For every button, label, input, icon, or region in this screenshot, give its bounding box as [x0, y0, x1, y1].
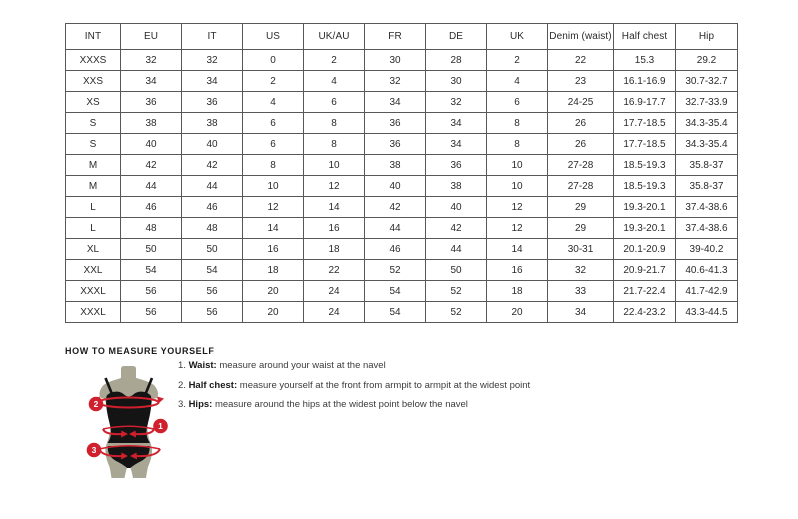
table-cell: 0 — [243, 50, 304, 71]
column-header: EU — [121, 24, 182, 50]
table-cell: 54 — [365, 281, 426, 302]
table-cell: 8 — [487, 113, 548, 134]
table-cell: 34.3-35.4 — [676, 134, 738, 155]
table-cell: 44 — [426, 239, 487, 260]
table-cell: 56 — [182, 281, 243, 302]
table-row — [66, 50, 738, 71]
table-cell: 10 — [304, 155, 365, 176]
table-row — [66, 197, 738, 218]
column-header: UK — [487, 24, 548, 50]
table-cell: 22 — [548, 50, 614, 71]
table-cell: S — [66, 134, 121, 155]
table-cell: 42 — [365, 197, 426, 218]
table-cell: 6 — [243, 113, 304, 134]
table-cell: 8 — [304, 134, 365, 155]
table-cell: 4 — [304, 71, 365, 92]
table-cell: 36 — [121, 92, 182, 113]
table-row — [66, 134, 738, 155]
figure-marker-label: 2 — [93, 399, 99, 409]
table-cell: 23 — [548, 71, 614, 92]
size-chart-table — [65, 23, 738, 323]
table-cell: 52 — [426, 281, 487, 302]
table-cell: 46 — [182, 197, 243, 218]
step-label: Hips: — [188, 399, 213, 410]
table-cell: 50 — [426, 260, 487, 281]
measure-guide-title: HOW TO MEASURE YOURSELF — [65, 346, 215, 356]
table-row — [66, 302, 738, 323]
table-cell: 40 — [121, 134, 182, 155]
table-header-row — [66, 24, 738, 50]
column-header: FR — [365, 24, 426, 50]
figure-marker-half-chest — [89, 397, 104, 412]
table-cell: 29 — [548, 218, 614, 239]
table-cell: 35.8-37 — [676, 155, 738, 176]
table-cell: 8 — [487, 134, 548, 155]
table-cell: 4 — [487, 71, 548, 92]
table-cell: 50 — [121, 239, 182, 260]
step-label: Waist: — [188, 360, 217, 371]
table-cell: 48 — [121, 218, 182, 239]
table-cell: 36 — [426, 155, 487, 176]
column-header: Denim (waist) — [548, 24, 614, 50]
table-cell: 20.9-21.7 — [614, 260, 676, 281]
table-cell: 37.4-38.6 — [676, 197, 738, 218]
table-cell: 32.7-33.9 — [676, 92, 738, 113]
table-cell: 2 — [487, 50, 548, 71]
step-text: measure around the hips at the widest point below the navel — [212, 399, 468, 410]
table-cell: 18 — [304, 239, 365, 260]
column-header: Half chest — [614, 24, 676, 50]
table-cell: 29.2 — [676, 50, 738, 71]
measure-step — [178, 399, 530, 410]
figure-marker-waist — [153, 419, 168, 434]
table-cell: 43.3-44.5 — [676, 302, 738, 323]
table-cell: 27-28 — [548, 155, 614, 176]
table-cell: 52 — [365, 260, 426, 281]
table-cell: 38 — [426, 176, 487, 197]
table-cell: 46 — [365, 239, 426, 260]
table-cell: 12 — [487, 218, 548, 239]
table-cell: 14 — [243, 218, 304, 239]
table-cell: 27-28 — [548, 176, 614, 197]
table-cell: 30 — [426, 71, 487, 92]
table-cell: 16 — [304, 218, 365, 239]
step-number: 2. — [178, 379, 189, 391]
table-row — [66, 281, 738, 302]
table-row — [66, 218, 738, 239]
table-cell: 34 — [365, 92, 426, 113]
table-cell: 54 — [121, 260, 182, 281]
table-cell: 20 — [243, 281, 304, 302]
table-cell: 10 — [243, 176, 304, 197]
table-cell: 40 — [426, 197, 487, 218]
table-cell: 34 — [426, 113, 487, 134]
table-cell: 18 — [487, 281, 548, 302]
table-row — [66, 176, 738, 197]
table-cell: XL — [66, 239, 121, 260]
table-row — [66, 71, 738, 92]
table-cell: 12 — [243, 197, 304, 218]
table-cell: 36 — [365, 113, 426, 134]
figure-marker-hips — [87, 443, 102, 458]
table-cell: 6 — [243, 134, 304, 155]
measure-steps — [178, 360, 530, 419]
table-cell: 19.3-20.1 — [614, 218, 676, 239]
table-cell: 17.7-18.5 — [614, 134, 676, 155]
table-cell: XXXS — [66, 50, 121, 71]
table-cell: 50 — [182, 239, 243, 260]
table-cell: 39-40.2 — [676, 239, 738, 260]
column-header: Hip — [676, 24, 738, 50]
table-cell: 42 — [182, 155, 243, 176]
table-cell: 24 — [304, 302, 365, 323]
table-cell: 34.3-35.4 — [676, 113, 738, 134]
table-cell: 14 — [487, 239, 548, 260]
table-cell: 28 — [426, 50, 487, 71]
table-cell: 4 — [243, 92, 304, 113]
table-cell: 42 — [426, 218, 487, 239]
table-cell: 8 — [304, 113, 365, 134]
table-cell: XXS — [66, 71, 121, 92]
column-header: US — [243, 24, 304, 50]
table-cell: M — [66, 155, 121, 176]
table-cell: XXXL — [66, 302, 121, 323]
table-cell: 20.1-20.9 — [614, 239, 676, 260]
table-cell: 30.7-32.7 — [676, 71, 738, 92]
step-label: Half chest: — [188, 379, 238, 391]
table-cell: 2 — [304, 50, 365, 71]
table-cell: 12 — [304, 176, 365, 197]
table-cell: 16.1-16.9 — [614, 71, 676, 92]
table-cell: 34 — [548, 302, 614, 323]
table-cell: 38 — [365, 155, 426, 176]
column-header: INT — [66, 24, 121, 50]
measurement-figure-illustration — [75, 365, 185, 510]
table-cell: M — [66, 176, 121, 197]
table-cell: 16 — [487, 260, 548, 281]
table-cell: 22 — [304, 260, 365, 281]
table-cell: XXXL — [66, 281, 121, 302]
table-row — [66, 239, 738, 260]
table-cell: 41.7-42.9 — [676, 281, 738, 302]
table-cell: 30-31 — [548, 239, 614, 260]
table-cell: 33 — [548, 281, 614, 302]
table-row — [66, 113, 738, 134]
figure-marker-label: 3 — [91, 445, 97, 455]
table-cell: 8 — [243, 155, 304, 176]
table-cell: 24 — [304, 281, 365, 302]
table-cell: 26 — [548, 113, 614, 134]
table-cell: 32 — [182, 50, 243, 71]
step-text: measure yourself at the front from armpit to armpit at the widest point — [237, 379, 531, 391]
table-cell: 48 — [182, 218, 243, 239]
table-cell: 40 — [182, 134, 243, 155]
table-cell: 54 — [365, 302, 426, 323]
table-row — [66, 260, 738, 281]
column-header: DE — [426, 24, 487, 50]
table-cell: 6 — [304, 92, 365, 113]
table-row — [66, 155, 738, 176]
table-row — [66, 92, 738, 113]
table-cell: 56 — [121, 302, 182, 323]
table-cell: 10 — [487, 155, 548, 176]
table-cell: 44 — [365, 218, 426, 239]
table-cell: 32 — [548, 260, 614, 281]
table-cell: 26 — [548, 134, 614, 155]
table-cell: 6 — [487, 92, 548, 113]
step-number: 1. — [178, 360, 189, 371]
table-cell: 34 — [426, 134, 487, 155]
step-number: 3. — [178, 399, 189, 410]
table-cell: L — [66, 197, 121, 218]
table-cell: 29 — [548, 197, 614, 218]
table-cell: 17.7-18.5 — [614, 113, 676, 134]
table-cell: 14 — [304, 197, 365, 218]
table-cell: L — [66, 218, 121, 239]
table-cell: S — [66, 113, 121, 134]
table-cell: 56 — [121, 281, 182, 302]
table-cell: 16 — [243, 239, 304, 260]
table-cell: 22.4-23.2 — [614, 302, 676, 323]
table-cell: 34 — [121, 71, 182, 92]
table-cell: 32 — [365, 71, 426, 92]
table-cell: 46 — [121, 197, 182, 218]
size-table-body — [66, 50, 738, 323]
table-cell: 18.5-19.3 — [614, 155, 676, 176]
table-cell: 24-25 — [548, 92, 614, 113]
table-cell: 38 — [121, 113, 182, 134]
table-cell: 37.4-38.6 — [676, 218, 738, 239]
table-cell: 32 — [121, 50, 182, 71]
table-cell: 18 — [243, 260, 304, 281]
table-cell: 40.6-41.3 — [676, 260, 738, 281]
table-cell: 21.7-22.4 — [614, 281, 676, 302]
table-cell: 34 — [182, 71, 243, 92]
table-cell: 36 — [365, 134, 426, 155]
measure-step — [178, 380, 530, 391]
table-cell: 42 — [121, 155, 182, 176]
measure-step — [178, 360, 530, 371]
table-cell: 54 — [182, 260, 243, 281]
table-cell: 16.9-17.7 — [614, 92, 676, 113]
table-cell: 56 — [182, 302, 243, 323]
table-cell: 44 — [182, 176, 243, 197]
table-cell: 18.5-19.3 — [614, 176, 676, 197]
table-cell: 10 — [487, 176, 548, 197]
step-text: measure around your waist at the navel — [216, 360, 386, 371]
table-cell: 44 — [121, 176, 182, 197]
table-cell: 40 — [365, 176, 426, 197]
table-cell: XS — [66, 92, 121, 113]
table-cell: 32 — [426, 92, 487, 113]
column-header: UK/AU — [304, 24, 365, 50]
table-cell: 30 — [365, 50, 426, 71]
table-cell: 19.3-20.1 — [614, 197, 676, 218]
table-cell: 52 — [426, 302, 487, 323]
table-cell: 36 — [182, 92, 243, 113]
table-cell: XXL — [66, 260, 121, 281]
table-cell: 2 — [243, 71, 304, 92]
column-header: IT — [182, 24, 243, 50]
table-cell: 20 — [487, 302, 548, 323]
table-cell: 12 — [487, 197, 548, 218]
table-cell: 15.3 — [614, 50, 676, 71]
table-cell: 38 — [182, 113, 243, 134]
figure-marker-label: 1 — [158, 421, 163, 431]
table-cell: 35.8-37 — [676, 176, 738, 197]
table-cell: 20 — [243, 302, 304, 323]
